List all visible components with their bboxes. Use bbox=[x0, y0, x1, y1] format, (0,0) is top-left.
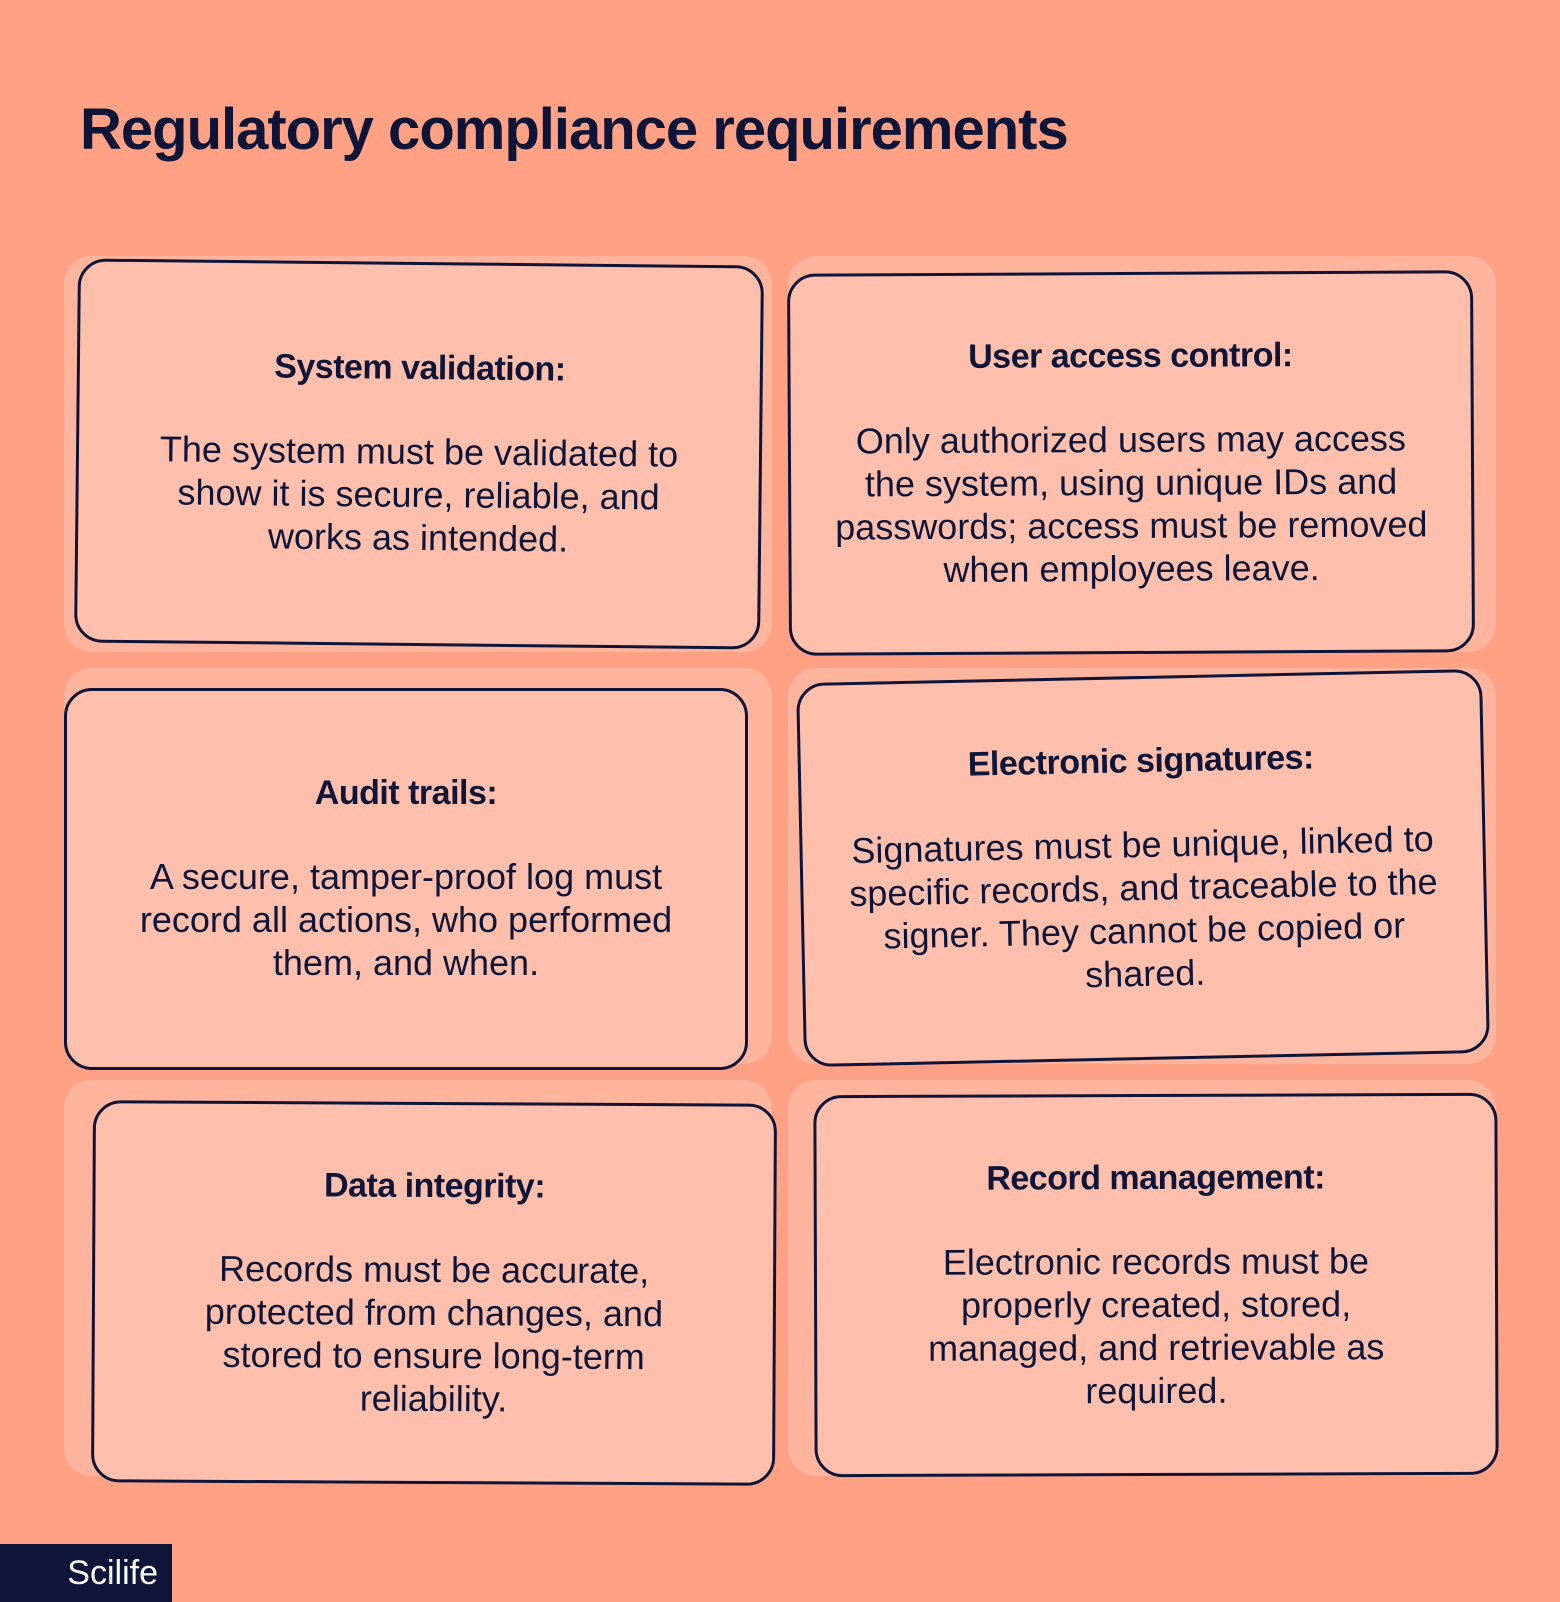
card-record-management bbox=[813, 1093, 1498, 1477]
card-body: A secure, tamper-proof log must record all actions, who performed them, and when. bbox=[139, 856, 673, 983]
card-audit-trails bbox=[64, 688, 748, 1070]
card-title: Data integrity: bbox=[323, 1165, 546, 1206]
brand-wordmark: Scilife bbox=[67, 1553, 158, 1592]
card-body: The system must be validated to show it is secure, reliable, and works as intended. bbox=[159, 428, 679, 560]
card-title: User access control: bbox=[968, 335, 1293, 376]
card-body: Records must be accurate, protected from changes, and stored to ensure long-term reliability. bbox=[204, 1247, 664, 1419]
page-title: Regulatory compliance requirements bbox=[80, 97, 1068, 162]
card-body: Only authorized users may access the system, using unique IDs and passwords; access must be removed when employees leave. bbox=[835, 417, 1428, 590]
card-electronic-signatures bbox=[796, 669, 1490, 1067]
card-system-validation bbox=[74, 258, 764, 649]
card-body: Electronic records must be properly created, stored, managed, and retrievable as required. bbox=[927, 1239, 1385, 1411]
card-title: Audit trails: bbox=[314, 774, 498, 812]
card-data-integrity bbox=[91, 1100, 777, 1486]
card-title: System validation: bbox=[273, 347, 566, 389]
card-title: Record management: bbox=[986, 1157, 1326, 1198]
card-body: Signatures must be unique, linked to specific records, and traceable to the signer. They cannot be copied or shared. bbox=[848, 817, 1438, 995]
brand-logo bbox=[0, 1544, 172, 1602]
card-title: Electronic signatures: bbox=[967, 737, 1315, 784]
card-user-access-control bbox=[787, 270, 1475, 656]
